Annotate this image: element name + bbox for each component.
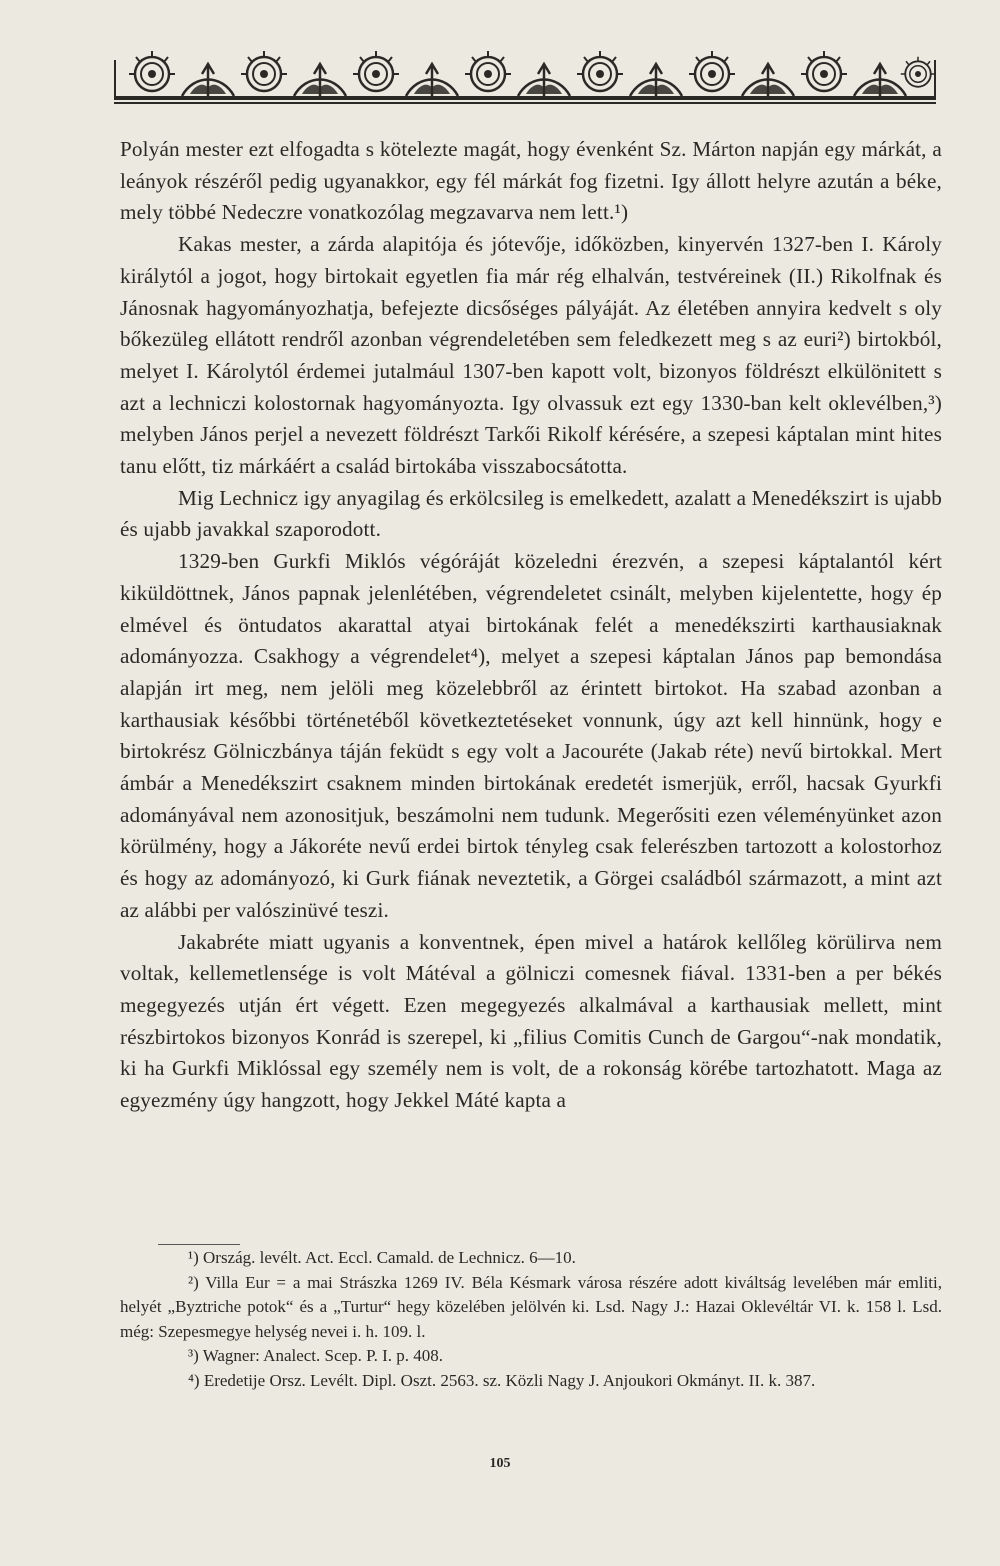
- paragraph: Jakabréte miatt ugyanis a konventnek, épen mivel a határok kellőleg körülirva nem voltak, kellemetlensége is volt Mátéval a gölniczi comesnek fiával. 1331-ben a per békés megegyezés utján ért végett. Ezen megegyezés alkalmával a karthausiak mellett, mint részbirtokos bizonyos Konrád is szerepel, ki „filius Comitis Cunch de Gargou“-nak mondatik, ki ha Gurkfi Miklóssal egy személy nem is volt, de a rokonság körébe tartozhatott. Maga az egyezmény úgy hangzott, hogy Jekkel Máté kapta a: [120, 929, 942, 1113]
- footnote: ²) Villa Eur = a mai Strászka 1269 IV. Béla Késmark városa részére adott kiváltság levelében már emliti, helyét „Byztriche potok“ és a „Turtur“ hegy közelében jelölvén ki. Lsd. Nagy J.: Hazai Oklevéltár VI. k. 158 l. Lsd. még: Szepesmegye helység nevei i. h. 109. l.: [120, 1272, 942, 1341]
- paragraph: 1329-ben Gurkfi Miklós végóráját közeledni érezvén, a szepesi káptalantól kért kiküldöttnek, János papnak jelenlétében, végrendeletet csinált, melyben kijelentette, hogy ép elmével és öntudatos akarattal atyai birtokának felét a menedékszirti karthausiaknak adományozza. Csakhogy a végrendelet⁴), melyet a szepesi káptalan János pap bemondása alapján irt meg, nem jelöli meg közelebbről az érintett birtokot. Ha szabad azonban a karthausiak későbbi történetéből következtetéseket vonnunk, úgy azt kell hinnünk, hogy e birtokrész Gölniczbánya táján feküdt s egy volt a Jacouréte (Jakab réte) nevű birtokkal. Mert ámbár a Menedékszirt csaknem minden birtokának eredetét ismerjük, erről, hacsak Gyurkfi adományával nem azonositjuk, beszámolni nem tudunk. Megerősiti ezen véleményünket azon körülmény, hogy a Jákoréte nevű erdei birtok tényleg csak felerészben tartozott a kolostorhoz és hogy az adományozó, ki Gurk fiának neveztetik, a Görgei családból származott, a mint azt az alábbi per valószinüvé teszi.: [120, 549, 942, 922]
- footnote: ¹) Ország. levélt. Act. Eccl. Camald. de Lechnicz. 6—10.: [188, 1248, 576, 1267]
- paragraph: Polyán mester ezt elfogadta s kötelezte magát, hogy évenként Sz. Márton napján egy márkát, a leányok részéről pedig ugyanakkor, egy fél márkát fog fizetni. Igy állott helyre azután a béke, mely többé Nedeczre vonatkozólag megzavarva nem lett.¹): [120, 137, 942, 225]
- main-text: [120, 134, 942, 1117]
- paragraph: Kakas mester, a zárda alapitója és jótevője, időközben, kinyervén 1327-ben I. Károly királytól a jogot, hogy birtokait egyetlen fia már rég elhalván, testvéreinek (II.) Rikolfnak és Jánosnak hagyományozhatja, befejezte dicsőséges pályáját. Az életében annyira kedvelt s oly bőkezüleg ellátott rendről azonban végrendeletében sem feledkezett meg s az euri²) birtokból, melyet I. Károlytól érdemei jutalmául 1307-ben kapott volt, bizonyos földrészt elkülönitett s azt a lechniczi kolostornak hagyományozta. Igy olvassuk ezt egy 1330-ban kelt oklevélben,³) melyben János perjel a nevezett földrészt Tarkői Rikolf kérésére, a szepesi káptalan mint hites tanu előtt, tiz márkáért a család birtokába visszabocsátotta.: [120, 232, 942, 479]
- footnote: ³) Wagner: Analect. Scep. P. I. p. 408.: [188, 1346, 444, 1366]
- page-number: 105: [489, 1456, 511, 1471]
- paragraph: Mig Lechnicz igy anyagilag és erkölcsileg is emelkedett, azalatt a Menedékszirt is ujabb és ujabb javakkal szaporodott.: [120, 485, 942, 542]
- footnotes: [120, 1246, 942, 1394]
- footnote: ⁴) Eredetije Orsz. Levélt. Dipl. Oszt. 2563. sz. Közli Nagy J. Anjoukori Okmányt. II. k. 387.: [188, 1370, 816, 1390]
- footnote-divider: [158, 1244, 240, 1245]
- floral-border-ornament-icon: [112, 50, 938, 106]
